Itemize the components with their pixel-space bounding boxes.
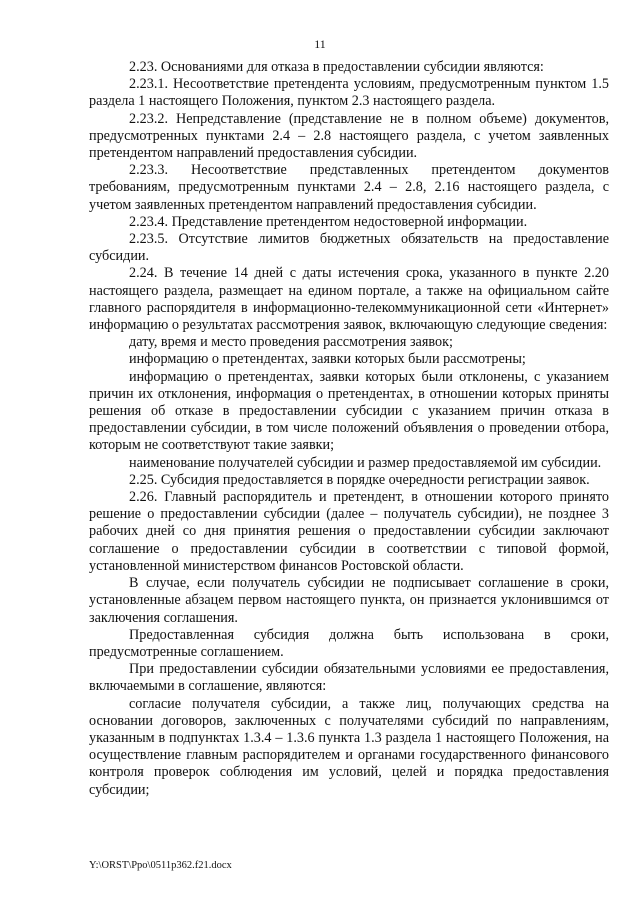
paragraph-2-23-5: 2.23.5. Отсутствие лимитов бюджетных обязательств на предоставление субсидии. xyxy=(89,231,609,265)
page-number: 11 xyxy=(314,37,326,51)
document-body xyxy=(89,59,609,799)
paragraph-2-26: 2.26. Главный распорядитель и претендент, в отношении которого принято решение о предоставлении субсидии (далее – получатель субсидии), не позднее 3 рабочих дней со дня принятия решения о предоставлении субсидии заключают соглашение о предоставлении субсидии в соответствии с типовой формой, установленной министерством финансов Ростовской области. xyxy=(89,489,609,574)
list-item-date-time-place: дату, время и место проведения рассмотрения заявок; xyxy=(129,334,453,351)
paragraph-2-23: 2.23. Основаниями для отказа в предоставлении субсидии являются: xyxy=(129,59,544,75)
paragraph-subsidy-usage: Предоставленная субсидия должна быть использована в сроки, предусмотренные соглашением. xyxy=(89,626,609,660)
paragraph-2-23-1: 2.23.1. Несоответствие претендента условиям, предусмотренным пунктом 1.5 раздела 1 настоящего Положения, пунктом 2.3 настоящего раздела. xyxy=(89,76,609,110)
list-item-rejected-applicants: информацию о претендентах, заявки которых были отклонены, с указанием причин их отклонения, информация о претендентах, в отношении которых приняты решения об отказе в предоставлении субсидии с указанием причин отказа в предоставлении субсидии, в том числе положений объявления о проведении отбора, которым не соответствуют такие заявки; xyxy=(89,368,609,454)
paragraph-mandatory-conditions: При предоставлении субсидии обязательными условиями ее предоставления, включаемыми в соглашение, являются: xyxy=(89,661,609,695)
paragraph-2-23-2: 2.23.2. Непредставление (представление не в полном объеме) документов, предусмотренных пунктами 2.4 – 2.8 настоящего раздела, с учетом заявленных претендентом направлений предоставления субсидии. xyxy=(89,110,609,162)
paragraph-2-25: 2.25. Субсидия предоставляется в порядке очередности регистрации заявок. xyxy=(129,471,590,488)
paragraph-2-23-4: 2.23.4. Представление претендентом недостоверной информации. xyxy=(129,213,528,230)
list-item-reviewed-applicants: информацию о претендентах, заявки которых были рассмотрены; xyxy=(129,351,526,368)
paragraph-2-23-3: 2.23.3. Несоответствие представленных претендентом документов требованиям, предусмотренным пунктами 2.4 – 2.8, 2.16 настоящего раздела, с учетом заявленных претендентом направлений предоставления субсидии. xyxy=(89,162,609,213)
list-item-recipients: наименование получателей субсидии и размер предоставляемой им субсидии. xyxy=(129,454,602,471)
paragraph-refusal-to-sign: В случае, если получатель субсидии не подписывает соглашение в сроки, установленные абзацем первом настоящего пункта, он признается уклонившимся от заключения соглашения. xyxy=(89,575,609,626)
list-item-consent-to-audit: согласие получателя субсидии, а также лиц, получающих средства на основании договоров, заключенных с получателями субсидий по направлениям, указанным в подпунктах 1.3.4 – 1.3.6 пункта 1.3 раздела 1 настоящего Положения, на осуществление главным распорядителем и органами государственного финансового контроля проверок соблюдения им условий, целей и порядка предоставления субсидии; xyxy=(89,695,609,798)
paragraph-2-24: 2.24. В течение 14 дней с даты истечения срока, указанного в пункте 2.20 настоящего раздела, размещает на едином портале, а также на официальном сайте главного распорядителя в информационно-телекоммуникационной сети «Интернет» информацию о результатах рассмотрения заявок, включающую следующие сведения: xyxy=(89,265,609,334)
file-path-footer: Y:\ORST\Ppo\0511p362.f21.docx xyxy=(89,860,232,871)
